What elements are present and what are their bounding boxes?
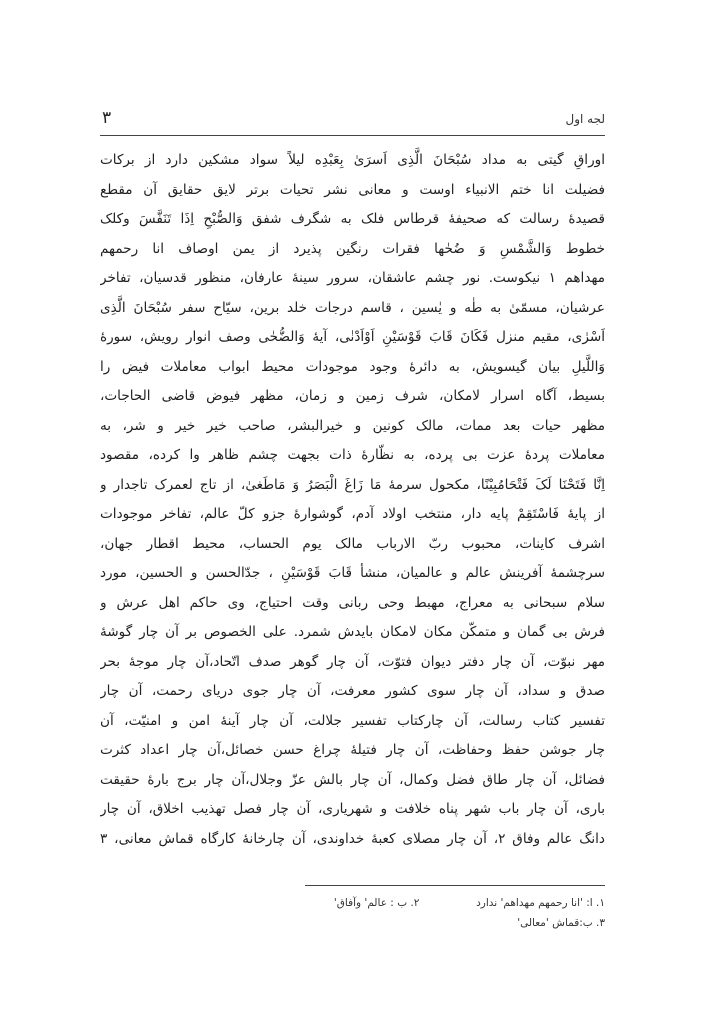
text-line: فرش بی گمان و متمکّن مکان لامکان بایدش شمرد. علی الخصوص بر آن چار گوشهٔ	[100, 624, 605, 640]
text-line: از پایهٔ فَاسْتَقِمْ پایه دار، منتخب اولاد آدم، گوشوارهٔ جزو کلّ عالم، تفاخر موجودات	[100, 506, 605, 522]
text-line: اشرف کاینات، محبوب ربّ الارباب مالک یوم الحساب، محیط اقطار جهان،	[100, 535, 605, 552]
text-line: دانگ عالم وفاق ۲، آن چار مصلای کعبهٔ خداوندی، آن چارخانهٔ کارگاه قماش معانی، ۳	[100, 830, 605, 847]
header-rule	[100, 135, 605, 136]
text-line: فضائل، آن چار طاق فضل وکمال، آن چار بالش عزّ وجلال،آن چار برج بارهٔ حقیقت	[100, 771, 605, 788]
text-line: اَسْرٰی، مقیم منزل فَکَانَ قَابَ قَوْسَیْنِ اَوْاَدْنٰی، آیهٔ وَالضُّحٰی وصف انوار رویش، سورهٔ	[100, 329, 605, 345]
running-title: لجه اول	[565, 112, 605, 126]
text-line: قصیدهٔ رسالت که صحیفهٔ قرطاس فلک به شگرف شفق وَالصُّبْحِ اِذَا تَنَفَّسَ وکلک	[100, 211, 605, 227]
text-line: باری، آن چار باب شهر پناه خلافت و شهریاری، آن چار فصل تهذیب اخلاق، آن چار	[100, 801, 605, 817]
text-line: فضیلت انا ختم الانبیاء اوست و معانی نشر تحیات برتر لایق حقایق آن مقطع	[100, 181, 605, 198]
text-line: بسیط، آگاه اسرار لامکان، شرف زمین و زمان، مظهر فیوض قاضی الحاجات،	[100, 388, 605, 404]
text-line: عرشیان، مسمّیٰ به طٰه و یٰسین ، قاسم درجات خلد برین، سیّاح سفر سُبْحَانَ الَّذِی	[100, 299, 605, 316]
text-line: چار جوشن حفظ وحفاظت، آن چار فتیلهٔ چراغ حسن خصائل،آن چار اعداد کثرت	[100, 742, 605, 758]
body-text	[100, 146, 605, 854]
text-line: مظهر حیات بعد ممات، مالک کونین و خیرالبشر، صاحب خیر خیر و شر، به	[100, 417, 605, 434]
text-line: تفسیر کتاب رسالت، آن چارکتاب تفسیر جلالت، آن چار آینهٔ امن و امنیّت، آن	[100, 712, 605, 729]
text-line: سلام سبحانی به معراج، مهبط وحی ربانی وقت احتیاج، وی حاکم اهل عرش و	[100, 594, 605, 611]
text-line: وَاللَّیلِ بیان گیسویش، به دائرهٔ وجود موجودات محیط ابواب معاملات فیض را	[100, 358, 605, 375]
page-number: ۳	[102, 108, 112, 128]
text-line: معاملات پردهٔ عزت بی پرده، به نظّارهٔ ذات بجهت چشم ظاهر وا کرده، مقصود	[100, 447, 605, 463]
footnote-rule	[305, 885, 605, 886]
text-line: اوراقِ گیتی به مداد سُبْحَانَ الَّذِی اَسرَیٰ بِعَبْدِه لیلاً سواد مشکین دارد از برکات	[100, 152, 605, 168]
footnote-2: ۲. ب : عالم' وآفاق'	[333, 897, 420, 909]
text-line: صدق و سداد، آن چار سوی کشور معرفت، آن چار جوی دریای رحمت، آن چار	[100, 683, 605, 699]
text-line: خطوط وَالشَّمْسِ وَ ضُحٰها فقرات رنگین پذیرد از یمن اوصاف انا رحمهم	[100, 240, 605, 257]
text-line: مهر نبوّت، آن چار دفتر دیوان فتوّت، آن چار گوهر صدف اتّحاد،آن چار موجهٔ بحر	[100, 653, 605, 670]
footnote-3: ۳. ب:قماش 'معالی'	[517, 917, 605, 929]
text-line: سرچشمهٔ آفرینش عالم و عالمیان، منشأ قَابَ قَوْسَیْنِ ، جدّالحسن و الحسین، مورد	[100, 565, 605, 581]
footnote-1: ۱. ا: 'انا رحمهم مهداهم' ندارد	[476, 897, 605, 909]
footnote-line-1	[300, 893, 605, 913]
text-line: اِنَّا فَتَحْنَا لَکَ فَتْحَامُبِیْنًا، مکحول سرمهٔ مَا زَاغَ الْبَصَرُ وَ مَاطَغیٰ، از تاج لعمرک تاجدار و	[100, 476, 605, 493]
text-line: مهداهم ۱ نیکوست. نور چشم عاشقان، سرور سینهٔ عارفان، منظور قدسیان، تفاخر	[100, 270, 605, 286]
footnote-line-2	[300, 913, 605, 933]
page-header	[100, 110, 605, 134]
footnotes	[300, 893, 605, 933]
